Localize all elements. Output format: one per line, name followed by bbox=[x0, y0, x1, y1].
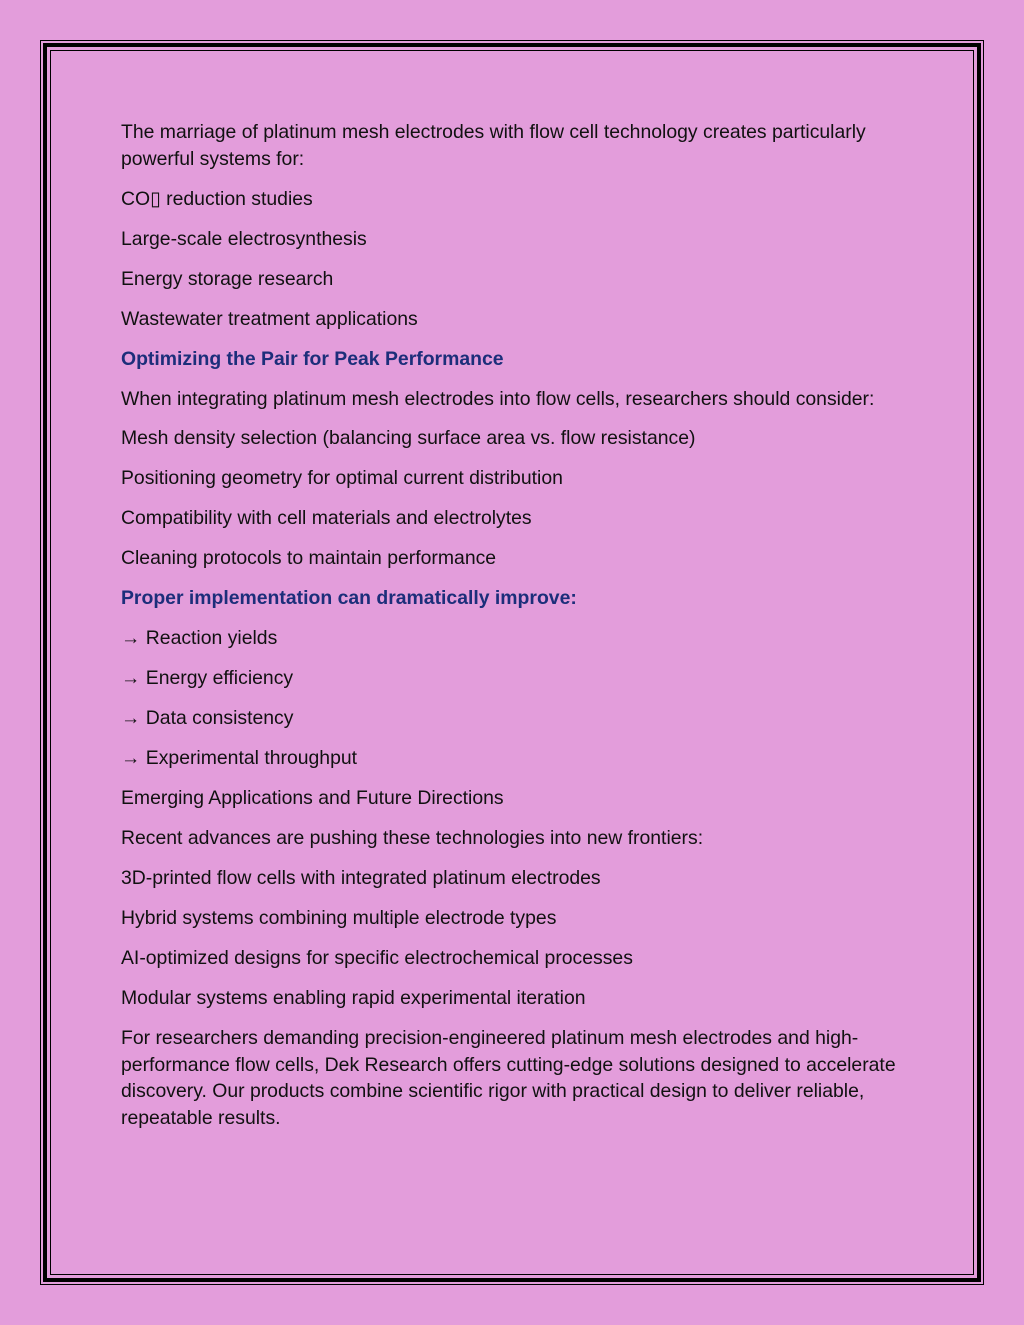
arrow-item-data-consistency: → Data consistency bbox=[121, 707, 294, 730]
list-item-co2-reduction: CO▯ reduction studies bbox=[121, 187, 313, 210]
list-item-3d-printed: 3D-printed flow cells with integrated platinum electrodes bbox=[121, 867, 601, 890]
paragraph-closing: For researchers demanding precision-engineered platinum mesh electrodes and high-performance flow cells, Dek Research offers cutting-edge solutions designed to accelerate discovery. Our products combine scientific rigor with practical design to deliver reliable, repeatable results. bbox=[121, 1027, 896, 1130]
list-item-compatibility: Compatibility with cell materials and electrolytes bbox=[121, 507, 532, 530]
arrow-item-energy-efficiency: → Energy efficiency bbox=[121, 667, 294, 690]
heading-optimizing: Optimizing the Pair for Peak Performance bbox=[121, 347, 504, 370]
paragraph-recent-advances: Recent advances are pushing these technologies into new frontiers: bbox=[121, 827, 704, 850]
heading-implementation: Proper implementation can dramatically improve: bbox=[121, 587, 577, 610]
arrow-item-throughput: → Experimental throughput bbox=[121, 747, 358, 770]
list-item-hybrid: Hybrid systems combining multiple electrode types bbox=[121, 907, 557, 930]
list-item-cleaning: Cleaning protocols to maintain performance bbox=[121, 547, 497, 570]
list-item-ai-optimized: AI-optimized designs for specific electrochemical processes bbox=[121, 947, 633, 970]
paragraph-integration: When integrating platinum mesh electrodes into flow cells, researchers should consider: bbox=[121, 387, 875, 410]
list-item-mesh-density: Mesh density selection (balancing surface area vs. flow resistance) bbox=[121, 427, 696, 450]
list-item-electrosynthesis: Large-scale electrosynthesis bbox=[121, 227, 367, 250]
list-item-modular: Modular systems enabling rapid experimental iteration bbox=[121, 987, 586, 1010]
paragraph-intro: The marriage of platinum mesh electrodes with flow cell technology creates particularly powerful systems for: bbox=[121, 121, 866, 170]
list-item-positioning: Positioning geometry for optimal current distribution bbox=[121, 467, 563, 490]
list-item-energy-storage: Energy storage research bbox=[121, 267, 334, 290]
document-body bbox=[121, 119, 911, 1145]
section-title-emerging: Emerging Applications and Future Directions bbox=[121, 787, 504, 810]
list-item-wastewater: Wastewater treatment applications bbox=[121, 307, 418, 330]
arrow-item-reaction-yields: → Reaction yields bbox=[121, 627, 278, 650]
